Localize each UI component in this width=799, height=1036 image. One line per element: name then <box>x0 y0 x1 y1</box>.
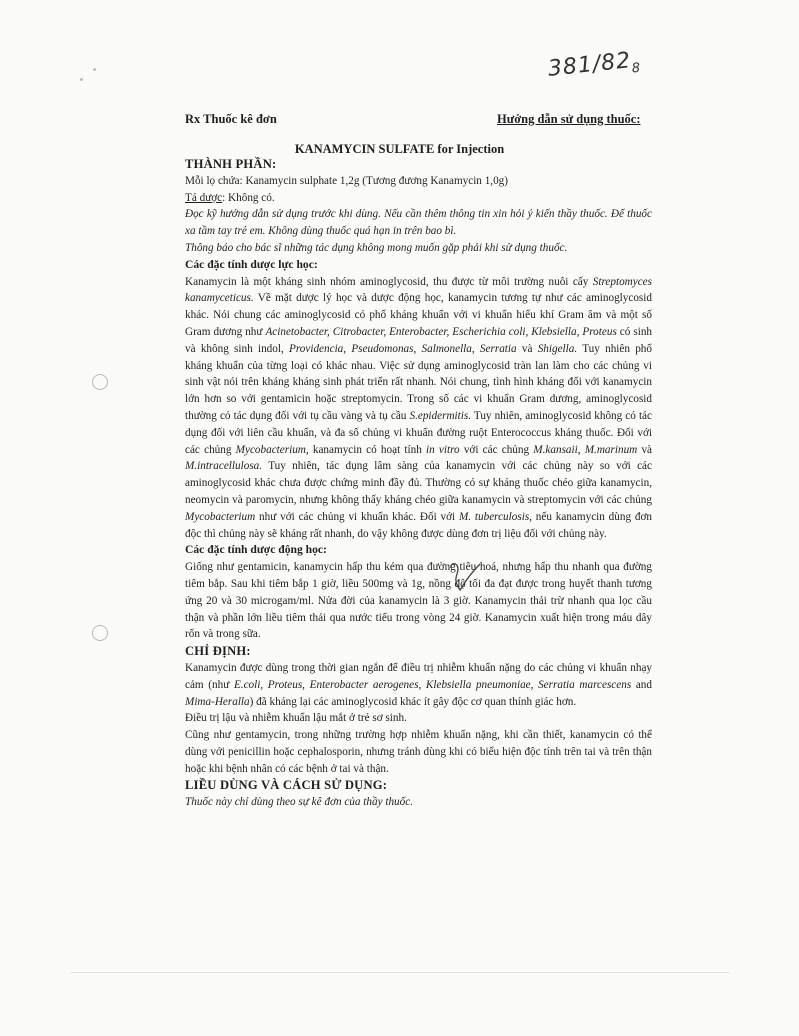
document-title: KANAMYCIN SULFATE for Injection <box>294 142 505 156</box>
indications-heading: CHỈ ĐỊNH: <box>185 644 251 659</box>
composition-line: Mỗi lọ chứa: Kanamycin sulphate 1,2g (Tương đương Kanamycin 1,0g) <box>185 174 509 187</box>
indications-paragraph-1: Kanamycin được dùng trong thời gian ngắn để điều trị nhiễm khuẩn nặng do các chủng vi khuẩn nhạy cảm (như E.coli, Proteus, Enterobacter aerogenes, Klebsiella pneumoniae, Serratia marcescens and Mima-Heralla) đã kháng lại các aminoglycosid khác ít gây độc cơ quan thính giác hơn. <box>185 661 652 708</box>
pharmacodynamics-heading: Các đặc tính dược lực học: <box>185 257 318 271</box>
pharmacokinetics-paragraph: Giống như gentamicin, kanamycin hấp thu kém qua đường tiêu hoá, nhưng hấp thu nhanh qua đường tiêm bắp. Sau khi tiêm bắp 1 giờ, liều 500mg và 1g, nồng độ tối đa đạt được trong huyết thanh tương ứng 20 và 30 microgam/ml. Nửa đời của kanamycin là 3 giờ. Kanamycin thải trừ nhanh qua lọc cầu thận và phần lớn liều tiêm thải qua nước tiểu trong vòng 24 giờ. Kanamycin xuất hiện trong máu dây rốn và trong sữa. <box>185 561 652 641</box>
excipient-line: Tá dược: Không có. <box>185 191 275 204</box>
binder-hole <box>92 625 108 641</box>
pharmacokinetics-heading: Các đặc tính dược động học: <box>185 543 327 557</box>
dosage-paragraph: Thuốc này chỉ dùng theo sự kê đơn của thầy thuốc. <box>185 796 414 809</box>
composition-heading: THÀNH PHẦN: <box>185 157 277 171</box>
usage-guide-label: Hướng dẫn sử dụng thuốc: <box>497 112 641 126</box>
scan-speck <box>93 68 96 71</box>
scan-edge-line <box>70 972 730 973</box>
handwritten-reference-number: $381/82_8$ <box>546 48 642 82</box>
indications-paragraph-2: Điều trị lậu và nhiễm khuẩn lậu mắt ở trẻ sơ sinh. <box>185 712 407 725</box>
handwritten-check-mark <box>446 560 486 601</box>
side-effects-note: Thông báo cho bác sĩ những tác dụng không mong muốn gặp phải khi sử dụng thuốc. <box>185 241 568 254</box>
prescription-label: Rx Thuốc kê đơn <box>185 112 277 126</box>
pharmacodynamics-paragraph: Kanamycin là một kháng sinh nhóm aminoglycosid, thu được từ môi trường nuôi cấy Streptomyces kanamyceticus. Về mặt dược lý học và dược động học, kanamycin tương tự như các aminoglycosid khác. Nói chung các aminoglycosid có phổ kháng khuẩn với vi khuẩn hiếu khí Gram âm và một số Gram dương như Acinetobacter, Citrobacter, Enterobacter, Escherichia coli, Klebsiella, Proteus có sinh và không sinh indol, Providencia, Pseudomonas, Salmonella, Serratia và Shigella. Tuy nhiên phổ kháng khuẩn của từng loại có khác nhau. Việc sử dụng aminoglycosid tràn lan làm cho các chủng vi sinh vật nói trên kháng kháng sinh phát triển rất nhanh. Nói chung, tình hình kháng đối với kanamycin lớn hơn so với gentamicin hoặc streptomycin. Trong số các vi khuẩn Gram dương, aminoglycosid thường có tác dụng đối với tụ cầu vàng và tụ cầu S.epidermitis. Tuy nhiên, aminoglycosid không có tác dụng đối với liên cầu khuẩn, và đa số chủng vi khuẩn đường ruột Enterococcus kháng thuốc. Đối với các chủng Mycobacterium, kanamycin có hoạt tính in vitro với các chủng M.kansaii, M.marinum và M.intracellulosa. Tuy nhiên, tác dụng lâm sàng của kanamycin với các chủng này so với các aminoglycosid khác chưa được chứng minh đầy đủ. Thường có sự kháng thuốc chéo giữa kanamycin, neomycin và paromycin, nhưng không thấy kháng chéo giữa kanamycin và streptomycin với các chủng Mycobacterium như với các chủng vi khuẩn khác. Đối với M. tuberculosis, nếu kanamycin dùng đơn độc thì chủng này sẽ kháng rất nhanh, do vậy không được dùng đơn trị liệu đối với chủng này. <box>185 275 653 540</box>
document-body <box>185 156 652 811</box>
scan-speck <box>80 78 83 81</box>
indications-paragraph-3: Cũng như gentamycin, trong những trường hợp nhiễm khuẩn nặng, khi cần thiết, kanamycin có thể dùng với penicillin hoặc cephalosporin, nhưng tránh dùng khi có biểu hiện độc tính trên tai và trên thận hoặc khi bệnh nhân có các bệnh ở tai và thận. <box>185 729 652 775</box>
read-instructions-note: Đọc kỹ hướng dẫn sử dụng trước khi dùng. Nếu cần thêm thông tin xin hỏi ý kiến thầy thuốc. Để thuốc xa tầm tay trẻ em. Không dùng thuốc quá hạn in trên bao bì. <box>185 208 652 238</box>
binder-hole <box>92 374 108 390</box>
dosage-heading: LIỀU DÙNG VÀ CÁCH SỬ DỤNG: <box>185 778 388 793</box>
